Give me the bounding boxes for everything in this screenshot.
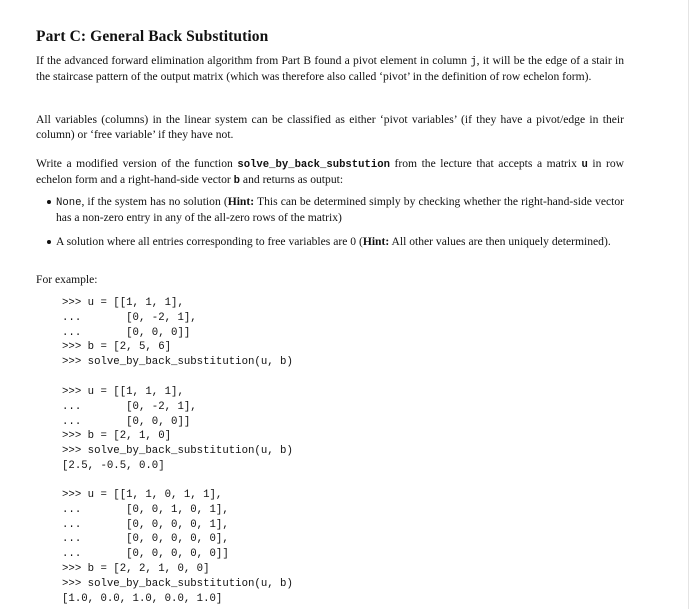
inline-code-function-name: solve_by_back_substution — [237, 159, 390, 171]
paragraph-pivot-definition — [36, 54, 624, 85]
bullet-free-variables — [56, 235, 624, 250]
bullet-text: A solution where all entries corresponding to free variables are 0 ( — [56, 235, 363, 248]
bullet-no-solution — [56, 195, 624, 226]
paragraph-text: in row echelon form and a right-hand-side vector — [36, 157, 624, 186]
paragraph-text: and returns as output: — [240, 172, 344, 186]
paragraph-text: from the lecture that accepts a matrix — [389, 157, 582, 170]
code-example-free-variables: >>> u = [[1, 1, 0, 1, 1], ... [0, 0, 1, 0, 1], ... [0, 0, 0, 0, 1], ... [0, 0, 0, 0, 0], ... [0, 0, 0, 0, 0]] >>> b = [2, 2, 1, 0, 0] >>> solve_by_back_substitution(u, b) [1.0, 0.0, 1.0, 0.0, 1.0] — [62, 489, 293, 605]
code-example-no-solution: >>> u = [[1, 1, 1], ... [0, -2, 1], ... [0, 0, 0]] >>> b = [2, 5, 6] >>> solve_by_back_substitution(u, b) — [62, 297, 293, 369]
paragraph-text: , it will be the edge of a stair in the staircase pattern of the output matrix (which was therefore also called ‘pivot’ in the definition of row echelon form). — [36, 54, 624, 83]
hint-label: Hint: — [362, 235, 390, 248]
page-edge-divider — [688, 0, 689, 609]
inline-code-none: None — [56, 197, 82, 209]
example-label: For example: — [36, 273, 98, 286]
paragraph-text: Write a modified version of the function — [36, 157, 238, 170]
inline-code-j: j — [470, 56, 477, 68]
inline-code-u: u — [581, 159, 588, 171]
inline-code-b: b — [233, 174, 241, 187]
section-title: Part C: General Back Substitution — [36, 28, 269, 45]
hint-label: Hint: — [227, 195, 255, 208]
bullet-icon — [47, 200, 51, 204]
bullet-icon — [47, 240, 51, 244]
paragraph-text: If the advanced forward elimination algorithm from Part B found a pivot element in column — [36, 54, 471, 67]
paragraph-task — [36, 157, 624, 189]
bullet-text: All other values are then uniquely determined). — [389, 235, 611, 248]
bullet-text: This can be determined simply by checking whether the right-hand-side vector has a non-zero entry in any of the all-zero rows of the matrix) — [56, 195, 624, 224]
bullet-text: , if the system has no solution ( — [81, 195, 228, 208]
code-example-unique-solution: >>> u = [[1, 1, 1], ... [0, -2, 1], ... [0, 0, 0]] >>> b = [2, 1, 0] >>> solve_by_back_substitution(u, b) [2.5, -0.5, 0.0] — [62, 386, 293, 472]
paragraph-variable-classification: All variables (columns) in the linear system can be classified as either ‘pivot variables’ (if they have a pivot/edge in their column) or ‘free variable’ if they have not. — [36, 113, 624, 141]
